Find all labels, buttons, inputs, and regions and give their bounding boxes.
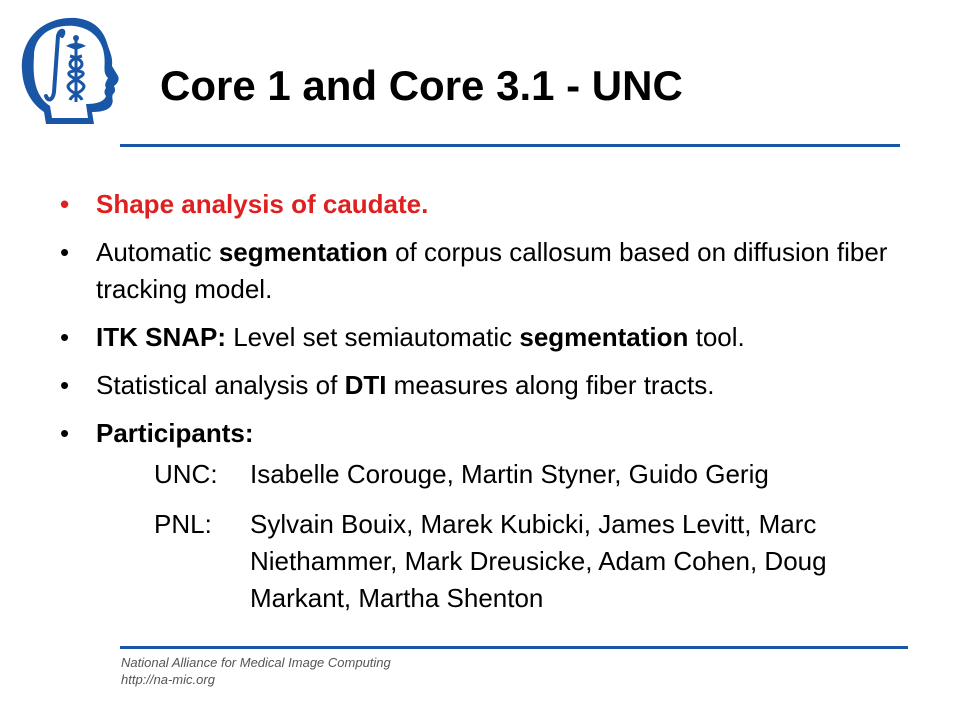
footer-organization: National Alliance for Medical Image Computing (121, 655, 391, 670)
namic-logo-icon (14, 14, 142, 126)
bullet-dot-icon: • (60, 370, 70, 400)
bullet-dot-icon: • (60, 322, 70, 352)
footer (121, 654, 391, 688)
bullet-dot-icon: • (60, 418, 70, 448)
bullet-itk-snap: • ITK SNAP: Level set semiautomatic segmentation tool. (60, 319, 930, 356)
participant-site-label: UNC: (154, 459, 218, 489)
participant-site-label: PNL: (154, 509, 212, 539)
bullet-automatic-segmentation: • Automatic segmentation of corpus callosum based on diffusion fiber tracking model. (60, 234, 930, 308)
slide-title: Core 1 and Core 3.1 - UNC (160, 62, 683, 109)
footer-divider (120, 646, 908, 649)
bullet-statistical-analysis: • Statistical analysis of DTI measures along fiber tracts. (60, 367, 930, 404)
title-divider (120, 144, 900, 147)
bullet-dot-icon: • (60, 237, 70, 267)
footer-url: http://na-mic.org (121, 672, 215, 687)
bullet-list (60, 186, 930, 463)
participant-names: Isabelle Corouge, Martin Styner, Guido Gerig (250, 459, 769, 489)
bullet-participants: • Participants: (60, 415, 930, 452)
bullet-dot-icon: • (60, 189, 70, 219)
participant-names: Sylvain Bouix, Marek Kubicki, James Levitt, Marc Niethammer, Mark Dreusicke, Adam Cohen, Doug Markant, Martha Shenton (250, 509, 827, 613)
bullet-shape-analysis: • Shape analysis of caudate. (60, 186, 930, 223)
